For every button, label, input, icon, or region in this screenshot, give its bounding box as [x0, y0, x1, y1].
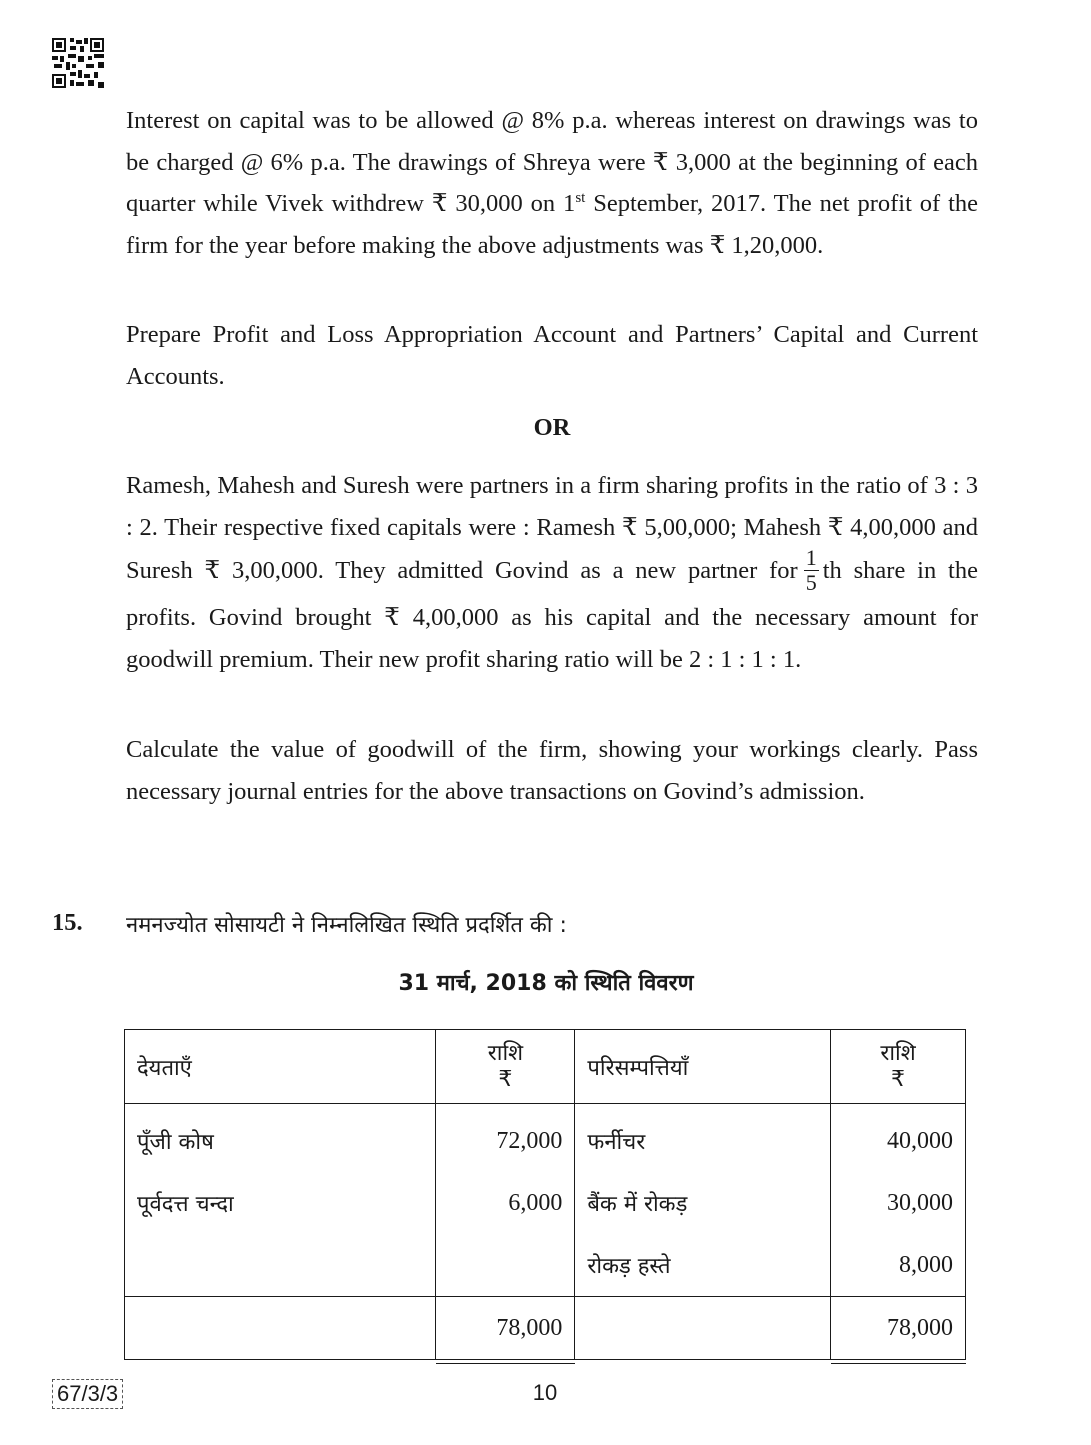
- asset-name: रोकड़ हस्ते: [575, 1234, 831, 1297]
- fraction-denominator: 5: [805, 570, 817, 595]
- liability-amount: [436, 1234, 575, 1297]
- paragraph-text: th share in the profits. Govind brought ₹ 4,00,000 as his capital and the necessary amount for goodwill premium. Their new profit sharing ratio will be 2 : 1 : 1 : 1.: [126, 557, 978, 673]
- amount-label: राशि: [487, 1040, 524, 1066]
- fraction-numerator: 1: [805, 545, 817, 570]
- paragraph-prepare-accounts: Prepare Profit and Loss Appropriation Account and Partners’ Capital and Current Accounts.: [126, 321, 978, 390]
- header-asset-amount: [831, 1030, 966, 1104]
- or-heading: OR: [533, 414, 571, 441]
- asset-total: [831, 1297, 966, 1360]
- table-row: [125, 1104, 966, 1173]
- asset-name: बैंक में रोकड़: [575, 1172, 831, 1234]
- superscript-st: st: [575, 189, 586, 206]
- asset-amount: 40,000: [831, 1104, 966, 1173]
- rupee-symbol: ₹: [891, 1066, 906, 1092]
- double-underline-asset-total: [831, 1363, 966, 1364]
- table-header-row: [125, 1030, 966, 1104]
- liability-name: [125, 1234, 436, 1297]
- liability-total: [436, 1297, 575, 1360]
- rupee-symbol: ₹: [498, 1066, 513, 1092]
- paragraph-calculate-goodwill: Calculate the value of goodwill of the firm, showing your workings clearly. Pass necessary journal entries for the above transactions on Govind’s admission.: [126, 736, 978, 805]
- header-liability-amount: [436, 1030, 575, 1104]
- paragraph-goodwill-question: [126, 465, 978, 680]
- amount-label: राशि: [880, 1040, 916, 1066]
- total-label-empty: [125, 1297, 436, 1360]
- header-liabilities: देयताएँ: [125, 1030, 436, 1104]
- table-total-row: [125, 1297, 966, 1360]
- qr-code-icon: [52, 38, 104, 88]
- asset-amount: 8,000: [831, 1234, 966, 1297]
- asset-total-value: 78,000: [887, 1314, 953, 1341]
- asset-amount: 30,000: [831, 1172, 966, 1234]
- liability-total-value: 78,000: [496, 1314, 563, 1341]
- liability-name: पूर्वदत्त चन्दा: [125, 1172, 436, 1234]
- paragraph-text: Ramesh, Mahesh and Suresh were partners in a firm sharing profits in the ratio of 3 : 3 : 2. Their respective fixed capitals were : Ramesh ₹ 5,00,000; Mahesh ₹ 4,00,000 and Suresh ₹ 3,00,000. They admitted Govind as a new partner for: [126, 472, 978, 585]
- liability-name: पूँजी कोष: [125, 1104, 436, 1173]
- question-text: नमनज्योत सोसायटी ने निम्नलिखित स्थिति प्रदर्शित की :: [126, 913, 567, 938]
- balance-sheet-table: [124, 1029, 966, 1360]
- fraction-one-fifth: [804, 546, 819, 595]
- asset-name: फर्नीचर: [575, 1104, 831, 1173]
- paragraph-text: Interest on capital was to be allowed @ 8% p.a. whereas interest on drawings was to be charged @ 6% p.a. The drawings of Shreya were ₹ 3,000 at the beginning of each quarter while Vivek withdrew ₹ 30,000 on 1: [126, 107, 978, 217]
- table-row: [125, 1172, 966, 1234]
- liability-amount: 72,000: [436, 1104, 575, 1173]
- paragraph-interest-drawings: [126, 100, 978, 266]
- table-row: [125, 1234, 966, 1297]
- page-number: 10: [532, 1380, 558, 1405]
- total-label-empty: [575, 1297, 831, 1360]
- liability-amount: 6,000: [436, 1172, 575, 1234]
- header-assets: परिसम्पत्तियाँ: [575, 1030, 831, 1104]
- paragraph-text: September, 2017. The net profit of the firm for the year before making the above adjustments was ₹ 1,20,000.: [126, 190, 979, 259]
- paper-code: 67/3/3: [52, 1379, 123, 1409]
- double-underline-liability-total: [436, 1363, 575, 1364]
- question-number: 15.: [52, 909, 83, 936]
- table-title: 31 मार्च, 2018 को स्थिति विवरण: [398, 971, 694, 996]
